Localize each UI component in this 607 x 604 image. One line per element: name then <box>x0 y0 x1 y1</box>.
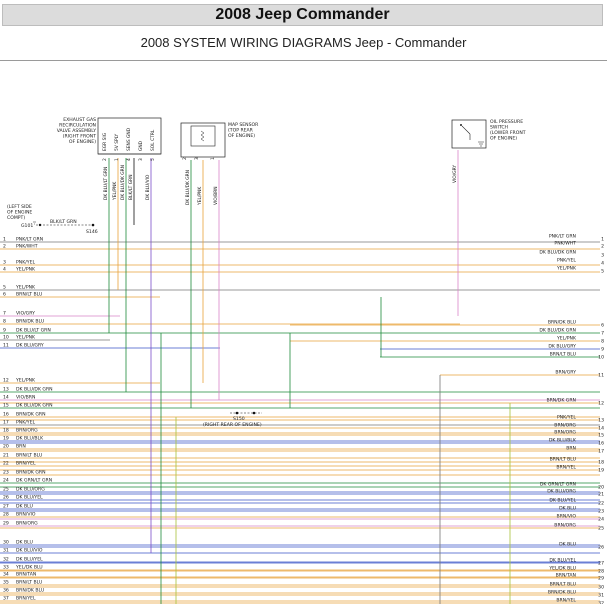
right-wire-num: 15 <box>598 433 604 439</box>
egr-pin-number: 5 <box>151 158 156 161</box>
right-wire-num: 2 <box>601 244 604 250</box>
left-wire-num: 12 <box>3 378 9 384</box>
left-wire-num: 2 <box>3 244 6 250</box>
left-wire-num: 13 <box>3 387 9 393</box>
right-wire-label: YEL/PNK <box>556 336 576 342</box>
egr-pin-name: 5V SPLY <box>115 133 120 151</box>
right-wire-label: BRN/ORG <box>554 523 576 529</box>
left-wire-label: BRN/LT BLU <box>16 453 43 459</box>
left-wire-label: DK BLU/BLK <box>16 436 44 442</box>
egr-pin-number: 3 <box>139 158 144 161</box>
egr-pin-name: EGR SIG <box>103 132 108 151</box>
egr-label-4: OF ENGINE) <box>68 140 96 145</box>
left-wire-num: 20 <box>3 444 9 450</box>
right-wire-label: YEL/DK BLU <box>549 566 576 572</box>
right-wire-num: 27 <box>598 561 604 567</box>
right-wire-num: 25 <box>598 526 604 532</box>
left-wire-num: 34 <box>3 572 9 578</box>
right-wire-num: 29 <box>598 576 604 582</box>
right-wire-label: DK GRN/LT GRN <box>539 482 576 488</box>
map-pin-number: 2 <box>183 157 188 160</box>
right-wire-label: BRN/DK GRN <box>546 398 576 404</box>
left-wire-label: BRN/LT BLU <box>16 292 43 298</box>
right-wire-num: 30 <box>598 585 604 591</box>
left-wire-num: 22 <box>3 461 9 467</box>
left-wire-num: 23 <box>3 470 9 476</box>
left-wire-label: BRN/LT BLU <box>16 580 43 586</box>
ground-side-0: (LEFT SIDE <box>7 205 32 210</box>
left-wire-num: 30 <box>3 540 9 546</box>
left-wire-num: 15 <box>3 403 9 409</box>
left-wire-num: 10 <box>3 335 9 341</box>
left-wire-label: YEL/PNK <box>16 267 36 273</box>
left-wire-num: 1 <box>3 237 6 243</box>
right-wire-label: BRN/DK BLU <box>547 320 576 326</box>
left-wire-label: BRN <box>16 444 26 450</box>
right-wire-label: DK BLU/ORG <box>547 489 576 495</box>
left-wire-num: 27 <box>3 504 9 510</box>
oil-label-3: OF ENGINE) <box>490 136 518 142</box>
oil-label-2: (LOWER FRONT <box>490 131 526 136</box>
left-wire-label: BRN/TAN <box>16 572 37 578</box>
left-wire-label: BRN/VIO <box>16 512 36 518</box>
egr-wire-label: DK BLU/VIO <box>146 174 151 200</box>
left-wire-label: YEL/DK BLU <box>16 565 43 571</box>
left-wire-label: YEL/PNK <box>16 335 36 341</box>
left-wire-label: DK BLU/DK GRN <box>16 387 53 393</box>
right-wire-num: 1 <box>601 237 604 243</box>
left-wire-label: BRN/DK BLU <box>16 588 45 594</box>
right-wire-label: BRN/ORG <box>554 423 576 429</box>
right-wire-num: 13 <box>598 418 604 424</box>
s146-label: S146 <box>86 230 98 235</box>
map-label-0: MAP SENSOR <box>228 123 259 128</box>
left-wire-label: DK BLU/DK GRN <box>16 403 53 409</box>
map-sensor-component <box>181 122 259 160</box>
left-wire-num: 4 <box>3 267 6 273</box>
left-wire-label: BRN/ORG <box>16 428 38 434</box>
left-wire-label: BRN/YEL <box>16 596 36 602</box>
map-label-1: (TOP REAR <box>228 128 253 134</box>
right-wire-label: DK BLU/BLK <box>548 438 576 444</box>
left-wire-label: DK BLU <box>16 540 33 546</box>
right-wire-num: 17 <box>598 449 604 455</box>
right-wire-num: 23 <box>598 509 604 515</box>
left-wire-label: PNK/LT GRN <box>16 237 44 243</box>
left-wire-label: BRN/DK GRN <box>16 412 46 418</box>
right-wire-label: DK BLU/GRY <box>548 344 576 350</box>
left-wire-num: 35 <box>3 580 9 586</box>
egr-pin-number: 1 <box>115 158 120 161</box>
oil-label-0: OIL PRESSURE <box>490 120 524 125</box>
left-wire-num: 16 <box>3 412 9 418</box>
egr-label-2: VALVE ASSEMBLY <box>56 129 96 134</box>
left-wire-num: 7 <box>3 311 6 317</box>
right-wire-label: BRN/ORG <box>554 430 576 436</box>
right-wire-num: 5 <box>601 269 604 275</box>
right-wire-num: 10 <box>598 355 604 361</box>
left-wire-label: DK BLU/GRY <box>16 343 44 349</box>
left-wire-label: VIO/GRY <box>16 311 35 317</box>
left-wire-num: 9 <box>3 328 6 334</box>
s150-label: S150 <box>233 417 245 422</box>
left-wire-label: PNK/YEL <box>16 260 36 266</box>
left-wire-num: 6 <box>3 292 6 298</box>
right-wire-num: 9 <box>601 347 604 353</box>
oil-pressure-switch-component <box>452 119 526 148</box>
page-title: 2008 Jeep Commander <box>2 4 603 26</box>
right-wire-label: PNK/WHT <box>554 241 576 247</box>
right-wire-num: 18 <box>598 460 604 466</box>
egr-pin-name: GND <box>139 140 144 151</box>
right-wire-num: 31 <box>598 593 604 599</box>
map-wire-label: VIO/BRN <box>214 186 219 205</box>
vertical-wires <box>109 150 510 604</box>
map-wire-label: DK BLU/DK GRN <box>186 170 191 205</box>
right-wire-label: PNK/LT GRN <box>548 234 576 240</box>
right-wire-num: 14 <box>598 426 604 432</box>
right-wire-label: DK BLU/YEL <box>549 558 576 564</box>
right-wire-label: BRN/LT BLU <box>549 457 576 463</box>
left-wire-num: 18 <box>3 428 9 434</box>
right-wire-label: PNK/YEL <box>556 258 576 264</box>
left-wire-num: 17 <box>3 420 9 426</box>
right-wire-num: 8 <box>601 339 604 345</box>
left-wire-num: 29 <box>3 521 9 527</box>
egr-pin-name: SENS GND <box>127 127 132 151</box>
left-wire-num: 37 <box>3 596 9 602</box>
left-wire-num: 26 <box>3 495 9 501</box>
egr-wire-label: DK BLU/LT GRN <box>104 166 109 200</box>
right-wire-num: 19 <box>598 468 604 474</box>
left-wire-label: YEL/PNK <box>16 378 36 384</box>
left-wire-num: 33 <box>3 565 9 571</box>
blk-wire-label: BLK/LT GRN <box>50 220 77 225</box>
map-pin-number: 3 <box>195 157 200 160</box>
ground-g101 <box>7 204 98 235</box>
left-wire-num: 24 <box>3 478 9 484</box>
right-wire-label: BRN/DK BLU <box>547 590 576 596</box>
right-wire-label: PNK/YEL <box>556 415 576 421</box>
right-wire-num: 3 <box>601 253 604 259</box>
right-wire-label: BRN/VIO <box>556 514 576 520</box>
map-label-2: OF ENGINE) <box>228 134 256 139</box>
right-wire-label: DK BLU/DK GRN <box>539 328 576 334</box>
left-wire-num: 5 <box>3 285 6 291</box>
map-wire-label: YEL/PNK <box>198 186 203 205</box>
right-wire-label: DK BLU <box>559 542 576 548</box>
left-wire-num: 32 <box>3 557 9 563</box>
left-wire-label: BRN/DK BLU <box>16 319 45 325</box>
right-wire-num: 22 <box>598 501 604 507</box>
page-subtitle: 2008 SYSTEM WIRING DIAGRAMS Jeep - Commander <box>140 35 467 50</box>
right-wire-label: BRN/YEL <box>556 598 576 604</box>
left-wire-label: PNK/WHT <box>16 244 38 250</box>
left-wire-num: 3 <box>3 260 6 266</box>
left-wire-num: 8 <box>3 319 6 325</box>
left-wire-label: BRN/DK GRN <box>16 470 46 476</box>
egr-wire-label: BLK/LT GRN <box>129 174 134 200</box>
egr-wire-label: DK BLU/DK GRN <box>121 165 126 200</box>
left-wire-num: 11 <box>3 343 9 349</box>
left-wire-label: VIO/BRN <box>16 395 36 401</box>
right-wire-num: 20 <box>598 485 604 491</box>
right-wire-num: 32 <box>598 601 604 604</box>
ground-side-1: OF ENGINE <box>7 210 33 216</box>
egr-wire-label: YEL/PNK <box>113 181 118 200</box>
egr-label-1: RECIRCULATION <box>59 123 96 129</box>
left-wire-num: 25 <box>3 487 9 493</box>
oil-label-1: SWITCH <box>490 125 509 131</box>
egr-pin-number: 4 <box>127 158 132 161</box>
right-wire-labels <box>539 234 604 604</box>
right-wire-label: YEL/PNK <box>556 266 576 272</box>
left-wire-num: 19 <box>3 436 9 442</box>
oil-wire-label: VIO/GRY <box>453 164 458 183</box>
left-wire-label: DK BLU/ORG <box>16 487 45 493</box>
right-wire-label: BRN/GRY <box>555 370 576 376</box>
left-wire-num: 31 <box>3 548 9 554</box>
left-wire-label: BRN/ORG <box>16 521 38 527</box>
egr-pin-name: SOL CTRL <box>151 129 156 151</box>
right-wire-label: BRN <box>566 446 576 452</box>
s150-location: (RIGHT REAR OF ENGINE) <box>203 423 262 428</box>
left-wire-num: 36 <box>3 588 9 594</box>
right-wire-num: 11 <box>598 373 604 379</box>
right-wire-num: 24 <box>598 517 604 523</box>
left-wire-label: DK BLU/VIO <box>16 548 43 554</box>
left-wire-label: DK GRN/LT GRN <box>16 478 53 484</box>
left-wire-label: DK BLU/LT GRN <box>16 328 51 334</box>
right-wire-num: 21 <box>598 492 604 498</box>
right-wire-label: DK BLU <box>559 506 576 512</box>
egr-label-3: (RIGHT FRONT <box>62 134 96 140</box>
right-wire-label: BRN/YEL <box>556 465 576 471</box>
g101-label: G101 <box>21 224 34 229</box>
right-wire-label: DK BLU/DK GRN <box>539 250 576 256</box>
egr-pin-number: 2 <box>103 158 108 161</box>
egr-label-0: EXHAUST GAS <box>63 118 96 123</box>
left-wire-label: YEL/PNK <box>16 285 36 291</box>
right-wire-num: 4 <box>601 261 604 267</box>
map-pin-number: 1 <box>211 157 216 160</box>
right-wire-num: 16 <box>598 441 604 447</box>
left-wire-num: 28 <box>3 512 9 518</box>
vertical-wire-labels <box>103 165 458 206</box>
left-wire-num: 14 <box>3 395 9 401</box>
right-wire-num: 26 <box>598 545 604 551</box>
egr-valve-component <box>57 117 161 161</box>
right-wire-label: DK BLU/YEL <box>549 498 576 504</box>
left-wire-label: DK BLU <box>16 504 33 510</box>
right-wire-num: 7 <box>601 331 604 337</box>
left-wire-num: 21 <box>3 453 9 459</box>
right-wire-num: 12 <box>598 401 604 407</box>
right-wire-num: 28 <box>598 569 604 575</box>
left-wire-label: BRN/YEL <box>16 461 36 467</box>
right-wire-label: BRN/LT BLU <box>549 582 576 588</box>
left-wire-label: PNK/YEL <box>16 420 36 426</box>
ground-side-2: COMPT) <box>7 216 26 221</box>
left-wire-label: DK BLU/YEL <box>16 557 43 563</box>
right-wire-label: BRN/LT BLU <box>549 352 576 358</box>
right-wire-label: BRN/TAN <box>555 573 576 579</box>
right-wire-num: 6 <box>601 323 604 329</box>
left-wire-label: DK BLU/YEL <box>16 495 43 501</box>
